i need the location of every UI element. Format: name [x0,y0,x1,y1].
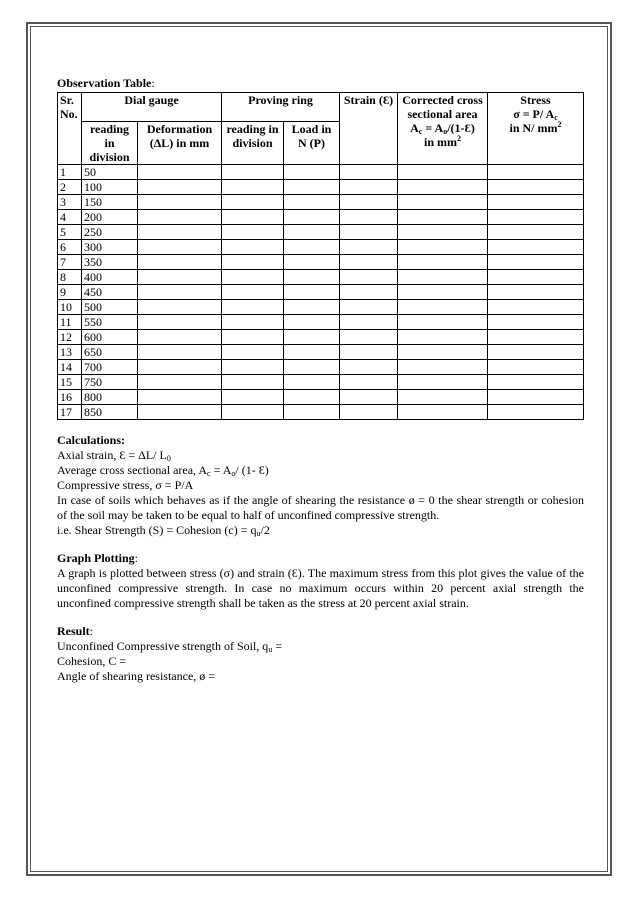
cell-corrected-area [398,359,488,374]
table-row [58,254,584,269]
cell-dial-reading: 400 [82,269,138,284]
cell-ring-reading [222,314,284,329]
cell-strain [340,344,398,359]
cell-stress [488,269,584,284]
cell-deformation [138,284,222,299]
cell-stress [488,329,584,344]
cell-sr-no: 5 [58,224,82,239]
cell-corrected-area [398,179,488,194]
table-row [58,404,584,419]
observation-table-body [58,164,584,419]
header-corrected-area: Corrected cross sectional area $A_c$ = $A_o/(1-Ɛ)$ in $mm^2$ [398,93,488,165]
cell-dial-reading: 200 [82,209,138,224]
cell-deformation [138,299,222,314]
table-header-row-1 [58,93,584,122]
cell-sr-no: 6 [58,239,82,254]
header-stress: Stress σ = P/ $A_c$ in N/ $mm^2$ [488,93,584,165]
cell-corrected-area [398,194,488,209]
cell-load [284,239,340,254]
cell-load [284,314,340,329]
cell-stress [488,314,584,329]
cell-strain [340,389,398,404]
table-row [58,179,584,194]
cell-deformation [138,374,222,389]
cell-load [284,254,340,269]
cell-ring-reading [222,239,284,254]
cell-sr-no: 7 [58,254,82,269]
cell-deformation [138,314,222,329]
cell-deformation [138,254,222,269]
corrected-area-formula: $A_c$ = $A_o/(1-Ɛ)$ [410,121,475,136]
cell-deformation [138,359,222,374]
cell-load [284,164,340,179]
cell-dial-reading: 550 [82,314,138,329]
cell-load [284,209,340,224]
cell-strain [340,164,398,179]
table-row [58,269,584,284]
table-row [58,209,584,224]
cell-corrected-area [398,344,488,359]
cell-corrected-area [398,269,488,284]
cell-strain [340,359,398,374]
cell-strain [340,209,398,224]
document-content [57,76,584,684]
cell-corrected-area [398,164,488,179]
cell-load [284,224,340,239]
cell-stress [488,404,584,419]
calculations-section [57,433,584,538]
cell-dial-reading: 450 [82,284,138,299]
cell-strain [340,374,398,389]
cell-load [284,284,340,299]
cell-ring-reading [222,329,284,344]
table-row [58,344,584,359]
cell-deformation [138,179,222,194]
stress-formula: σ = P/ $A_c$ [513,107,558,122]
cell-load [284,389,340,404]
cell-sr-no: 14 [58,359,82,374]
cell-corrected-area [398,404,488,419]
cell-corrected-area [398,374,488,389]
cell-sr-no: 12 [58,329,82,344]
cell-sr-no: 10 [58,299,82,314]
cell-sr-no: 15 [58,374,82,389]
cell-ring-reading [222,389,284,404]
cell-corrected-area [398,284,488,299]
header-pr-load: Load in N (P) [284,121,340,164]
cell-sr-no: 8 [58,269,82,284]
cell-load [284,374,340,389]
table-row [58,389,584,404]
cell-ring-reading [222,404,284,419]
cell-strain [340,269,398,284]
cell-corrected-area [398,209,488,224]
header-strain: Strain (Ɛ) [340,93,398,165]
cell-load [284,299,340,314]
cell-dial-reading: 150 [82,194,138,209]
cell-load [284,329,340,344]
axial-strain-formula: Axial strain, Ɛ = ΔL/ $L_0$ [57,447,171,463]
cell-dial-reading: 300 [82,239,138,254]
cell-deformation [138,269,222,284]
header-sr-no-spacer [58,121,82,164]
cell-strain [340,404,398,419]
result-ucs: Unconfined Compressive strength of Soil, $q_u$ = [57,638,283,654]
cell-strain [340,299,398,314]
result-cohesion: Cohesion, C = [57,653,127,668]
cell-corrected-area [398,389,488,404]
cell-stress [488,239,584,254]
average-area-formula: Average cross sectional area, $A_c = A_o/$ (1- Ɛ) [57,462,269,478]
graph-plotting-section [57,551,584,611]
header-sr-no: Sr. No. [58,93,82,122]
cell-stress [488,164,584,179]
cell-corrected-area [398,329,488,344]
cell-load [284,269,340,284]
shear-strength-formula: i.e. Shear Strength (S) = Cohesion $(c) = q_u/2$ [57,522,270,538]
table-row [58,164,584,179]
cell-deformation [138,404,222,419]
result-angle: Angle of shearing resistance, ø = [57,668,216,683]
table-row [58,194,584,209]
cell-corrected-area [398,239,488,254]
cell-dial-reading: 250 [82,224,138,239]
header-dg-reading: reading in division [82,121,138,164]
cell-stress [488,284,584,299]
cell-ring-reading [222,209,284,224]
cell-stress [488,359,584,374]
cell-stress [488,254,584,269]
cell-corrected-area [398,314,488,329]
table-row [58,284,584,299]
cell-sr-no: 3 [58,194,82,209]
cell-sr-no: 2 [58,179,82,194]
cell-dial-reading: 500 [82,299,138,314]
cell-strain [340,284,398,299]
header-dg-deformation: Deformation (ΔL) in mm [138,121,222,164]
cell-dial-reading: 100 [82,179,138,194]
cell-sr-no: 1 [58,164,82,179]
cell-load [284,359,340,374]
cell-load [284,344,340,359]
corrected-area-unit: in $mm^2$ [424,134,461,149]
cell-load [284,179,340,194]
cell-corrected-area [398,299,488,314]
stress-unit: in N/ $mm^2$ [509,120,562,135]
cell-deformation [138,194,222,209]
table-row [58,359,584,374]
cell-sr-no: 16 [58,389,82,404]
cell-ring-reading [222,254,284,269]
table-row [58,314,584,329]
cell-deformation [138,224,222,239]
cell-load [284,194,340,209]
graph-plotting-text: A graph is plotted between stress (σ) and strain (Ɛ). The maximum stress from this plot gives the value of the unconfined compressive strength. In case no maximum occurs within 20 percent axial strength the unconfined compressive strength shall be taken as the stress at 20 percent axial strain. [57,565,584,610]
soil-note: In case of soils which behaves as if the angle of shearing the resistance ø = 0 the shear strength or cohesion of the soil may be taken to be equal to half of unconfined compressive strength. [57,492,584,522]
cell-ring-reading [222,269,284,284]
cell-strain [340,224,398,239]
table-row [58,329,584,344]
cell-ring-reading [222,284,284,299]
cell-sr-no: 9 [58,284,82,299]
header-pr-reading: reading in division [222,121,284,164]
cell-dial-reading: 700 [82,359,138,374]
header-dial-gauge: Dial gauge [82,93,222,122]
cell-ring-reading [222,179,284,194]
cell-dial-reading: 850 [82,404,138,419]
result-title: Result: [57,623,94,638]
cell-deformation [138,389,222,404]
table-row [58,239,584,254]
cell-strain [340,194,398,209]
cell-load [284,404,340,419]
cell-strain [340,239,398,254]
cell-ring-reading [222,194,284,209]
cell-strain [340,329,398,344]
observation-table-heading: Observation Table: [57,76,155,90]
table-row [58,224,584,239]
cell-corrected-area [398,224,488,239]
cell-ring-reading [222,374,284,389]
cell-strain [340,254,398,269]
cell-dial-reading: 350 [82,254,138,269]
cell-dial-reading: 800 [82,389,138,404]
table-row [58,299,584,314]
cell-stress [488,374,584,389]
cell-deformation [138,239,222,254]
cell-stress [488,179,584,194]
cell-stress [488,344,584,359]
header-proving-ring: Proving ring [222,93,340,122]
cell-dial-reading: 600 [82,329,138,344]
cell-sr-no: 13 [58,344,82,359]
cell-dial-reading: 650 [82,344,138,359]
cell-deformation [138,329,222,344]
cell-ring-reading [222,224,284,239]
cell-stress [488,389,584,404]
cell-strain [340,179,398,194]
cell-ring-reading [222,299,284,314]
table-row [58,374,584,389]
cell-stress [488,224,584,239]
compressive-stress-formula: Compressive stress, σ = P/A [57,477,194,492]
cell-deformation [138,209,222,224]
cell-stress [488,194,584,209]
cell-dial-reading: 50 [82,164,138,179]
cell-deformation [138,344,222,359]
cell-sr-no: 11 [58,314,82,329]
cell-stress [488,209,584,224]
cell-stress [488,299,584,314]
calculations-title: Calculations: [57,432,126,447]
cell-ring-reading [222,359,284,374]
observation-table [57,92,584,420]
cell-sr-no: 4 [58,209,82,224]
cell-ring-reading [222,344,284,359]
cell-strain [340,314,398,329]
cell-deformation [138,164,222,179]
cell-sr-no: 17 [58,404,82,419]
graph-plotting-title: Graph Plotting: [57,550,139,565]
result-section [57,624,584,684]
cell-corrected-area [398,254,488,269]
cell-ring-reading [222,164,284,179]
cell-dial-reading: 750 [82,374,138,389]
